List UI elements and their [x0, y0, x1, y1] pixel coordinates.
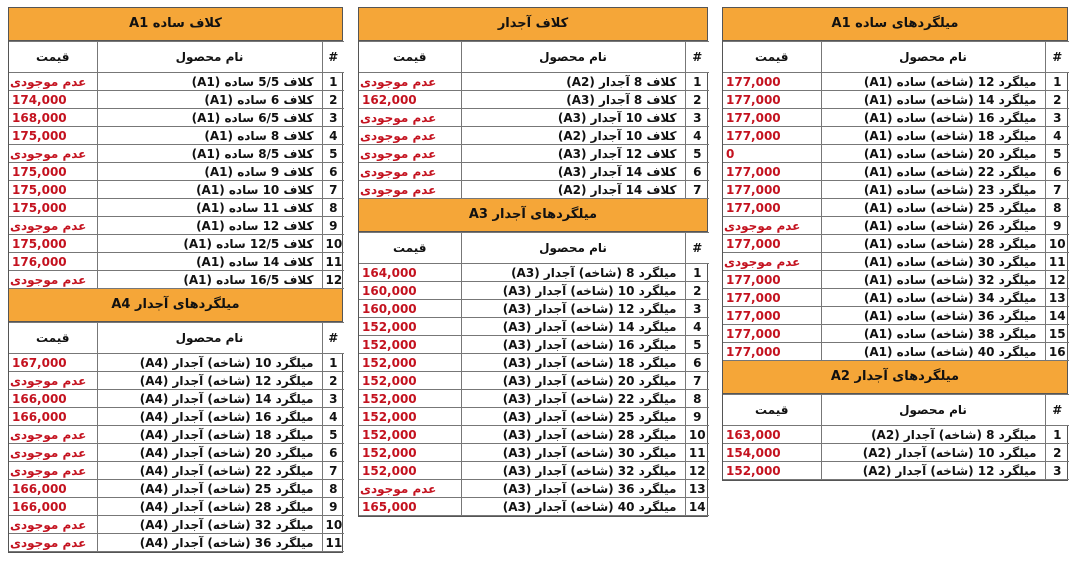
product-name-cell: کلاف 10 آجدار (A3)	[461, 109, 685, 127]
price-cell: عدم موجودی	[359, 109, 461, 127]
product-name-cell: میلگرد 14 (شاخه) ساده (A1)	[821, 91, 1045, 109]
product-name-cell: میلگرد 16 (شاخه) ساده (A1)	[821, 109, 1045, 127]
price-cell: 177,000	[723, 73, 821, 91]
table-row	[9, 534, 344, 552]
row-number-cell: 11	[685, 444, 709, 462]
table-row	[9, 354, 344, 372]
product-name-cell: میلگرد 36 (شاخه) آجدار (A3)	[461, 480, 685, 498]
price-cell: 174,000	[9, 91, 97, 109]
table-row	[723, 289, 1069, 307]
row-number-cell: 16	[1045, 343, 1069, 361]
name-column-header: نام محصول	[821, 42, 1045, 73]
price-cell: 152,000	[359, 318, 461, 336]
table-row	[9, 181, 344, 199]
row-number-cell: 2	[322, 91, 344, 109]
product-name-cell: میلگرد 8 (شاخه) آجدار (A2)	[821, 426, 1045, 444]
row-number-cell: 6	[1045, 163, 1069, 181]
table-row	[359, 163, 709, 181]
row-number-cell: 9	[322, 498, 344, 516]
name-column-header: نام محصول	[821, 395, 1045, 426]
price-cell: عدم موجودی	[9, 462, 97, 480]
product-name-cell: میلگرد 22 (شاخه) آجدار (A4)	[97, 462, 322, 480]
row-number-cell: 9	[1045, 217, 1069, 235]
price-cell: 177,000	[723, 271, 821, 289]
product-name-cell: کلاف 16/5 ساده (A1)	[97, 271, 322, 289]
table-row	[359, 426, 709, 444]
table-row	[359, 336, 709, 354]
product-name-cell: میلگرد 36 (شاخه) ساده (A1)	[821, 307, 1045, 325]
row-number-cell: 5	[322, 426, 344, 444]
row-number-cell: 11	[1045, 253, 1069, 271]
product-name-cell: میلگرد 10 (شاخه) آجدار (A3)	[461, 282, 685, 300]
table-row	[359, 264, 709, 282]
product-name-cell: میلگرد 22 (شاخه) آجدار (A3)	[461, 390, 685, 408]
name-column-header: نام محصول	[97, 42, 322, 73]
table-row	[723, 462, 1069, 480]
row-number-cell: 11	[322, 534, 344, 552]
table-row	[9, 145, 344, 163]
table-row	[9, 235, 344, 253]
column-right	[722, 7, 1068, 481]
table-header-row	[9, 323, 344, 354]
price-cell: 164,000	[359, 264, 461, 282]
row-number-cell: 2	[685, 282, 709, 300]
table-row	[359, 498, 709, 516]
product-name-cell: میلگرد 25 (شاخه) آجدار (A3)	[461, 408, 685, 426]
table-header-row	[359, 42, 709, 73]
section-milgerd-sadeh-a1	[722, 7, 1068, 361]
price-cell: عدم موجودی	[359, 181, 461, 199]
row-number-cell: 6	[322, 163, 344, 181]
price-cell: 152,000	[359, 426, 461, 444]
product-name-cell: کلاف 11 ساده (A1)	[97, 199, 322, 217]
product-name-cell: میلگرد 32 (شاخه) ساده (A1)	[821, 271, 1045, 289]
product-name-cell: کلاف 12 آجدار (A3)	[461, 145, 685, 163]
row-number-cell: 8	[1045, 199, 1069, 217]
row-number-cell: 6	[685, 354, 709, 372]
product-name-cell: میلگرد 23 (شاخه) ساده (A1)	[821, 181, 1045, 199]
product-name-cell: کلاف 9 ساده (A1)	[97, 163, 322, 181]
price-cell: 175,000	[9, 235, 97, 253]
product-name-cell: میلگرد 40 (شاخه) آجدار (A3)	[461, 498, 685, 516]
row-number-cell: 14	[1045, 307, 1069, 325]
row-number-cell: 11	[322, 253, 344, 271]
product-name-cell: کلاف 6 ساده (A1)	[97, 91, 322, 109]
table-row	[359, 145, 709, 163]
row-number-cell: 6	[685, 163, 709, 181]
row-number-cell: 8	[685, 390, 709, 408]
price-cell: 152,000	[359, 462, 461, 480]
row-number-cell: 2	[1045, 444, 1069, 462]
product-name-cell: کلاف 12/5 ساده (A1)	[97, 235, 322, 253]
price-cell: 0	[723, 145, 821, 163]
product-name-cell: میلگرد 34 (شاخه) ساده (A1)	[821, 289, 1045, 307]
number-column-header: #	[685, 42, 709, 73]
row-number-cell: 1	[1045, 73, 1069, 91]
row-number-cell: 1	[1045, 426, 1069, 444]
price-cell: 152,000	[723, 462, 821, 480]
name-column-header: نام محصول	[97, 323, 322, 354]
price-table	[359, 232, 709, 516]
product-name-cell: کلاف 10 آجدار (A2)	[461, 127, 685, 145]
price-column-header: قیمت	[9, 323, 97, 354]
product-name-cell: میلگرد 20 (شاخه) آجدار (A3)	[461, 372, 685, 390]
row-number-cell: 8	[322, 199, 344, 217]
product-name-cell: میلگرد 30 (شاخه) ساده (A1)	[821, 253, 1045, 271]
price-cell: 177,000	[723, 343, 821, 361]
name-column-header: نام محصول	[461, 42, 685, 73]
section-title: کلاف ساده A1	[9, 8, 342, 41]
table-row	[359, 354, 709, 372]
price-column-header: قیمت	[359, 42, 461, 73]
row-number-cell: 10	[322, 235, 344, 253]
price-cell: عدم موجودی	[9, 271, 97, 289]
product-name-cell: میلگرد 32 (شاخه) آجدار (A4)	[97, 516, 322, 534]
product-name-cell: میلگرد 14 (شاخه) آجدار (A4)	[97, 390, 322, 408]
number-column-header: #	[1045, 395, 1069, 426]
row-number-cell: 5	[685, 145, 709, 163]
price-column-header: قیمت	[359, 233, 461, 264]
price-cell: 175,000	[9, 127, 97, 145]
table-row	[359, 444, 709, 462]
section-milgerd-ajdar-a4	[8, 289, 343, 552]
table-row	[359, 480, 709, 498]
section-title: میلگردهای آجدار A2	[723, 361, 1067, 394]
number-column-header: #	[685, 233, 709, 264]
price-table	[359, 41, 709, 199]
price-table	[723, 41, 1069, 361]
row-number-cell: 9	[685, 408, 709, 426]
price-cell: عدم موجودی	[359, 145, 461, 163]
table-row	[723, 109, 1069, 127]
table-row	[723, 199, 1069, 217]
price-cell: 175,000	[9, 181, 97, 199]
price-cell: عدم موجودی	[723, 217, 821, 235]
price-cell: عدم موجودی	[359, 480, 461, 498]
product-name-cell: میلگرد 12 (شاخه) آجدار (A2)	[821, 462, 1045, 480]
table-row	[359, 318, 709, 336]
row-number-cell: 3	[322, 109, 344, 127]
row-number-cell: 8	[322, 480, 344, 498]
price-cell: عدم موجودی	[723, 253, 821, 271]
product-name-cell: کلاف 6/5 ساده (A1)	[97, 109, 322, 127]
number-column-header: #	[322, 323, 344, 354]
product-name-cell: میلگرد 12 (شاخه) آجدار (A4)	[97, 372, 322, 390]
table-row	[359, 109, 709, 127]
table-row	[723, 127, 1069, 145]
product-name-cell: میلگرد 40 (شاخه) ساده (A1)	[821, 343, 1045, 361]
price-cell: عدم موجودی	[9, 426, 97, 444]
product-name-cell: میلگرد 36 (شاخه) آجدار (A4)	[97, 534, 322, 552]
row-number-cell: 2	[1045, 91, 1069, 109]
price-table	[723, 394, 1069, 480]
table-header-row	[723, 395, 1069, 426]
table-row	[9, 390, 344, 408]
table-row	[359, 181, 709, 199]
product-name-cell: میلگرد 18 (شاخه) آجدار (A4)	[97, 426, 322, 444]
price-cell: عدم موجودی	[9, 73, 97, 91]
row-number-cell: 6	[322, 444, 344, 462]
price-cell: عدم موجودی	[9, 372, 97, 390]
price-table	[9, 322, 344, 552]
price-cell: 177,000	[723, 289, 821, 307]
row-number-cell: 4	[1045, 127, 1069, 145]
price-cell: 175,000	[9, 163, 97, 181]
product-name-cell: میلگرد 16 (شاخه) آجدار (A4)	[97, 408, 322, 426]
price-cell: 152,000	[359, 444, 461, 462]
product-name-cell: کلاف 14 آجدار (A3)	[461, 163, 685, 181]
table-row	[723, 271, 1069, 289]
price-cell: 166,000	[9, 480, 97, 498]
price-cell: 177,000	[723, 127, 821, 145]
number-column-header: #	[322, 42, 344, 73]
product-name-cell: کلاف 14 آجدار (A2)	[461, 181, 685, 199]
product-name-cell: میلگرد 12 (شاخه) ساده (A1)	[821, 73, 1045, 91]
row-number-cell: 12	[322, 271, 344, 289]
table-row	[9, 73, 344, 91]
price-table	[9, 41, 344, 289]
product-name-cell: میلگرد 25 (شاخه) آجدار (A4)	[97, 480, 322, 498]
table-row	[9, 480, 344, 498]
row-number-cell: 9	[322, 217, 344, 235]
product-name-cell: میلگرد 12 (شاخه) آجدار (A3)	[461, 300, 685, 318]
product-name-cell: میلگرد 22 (شاخه) ساده (A1)	[821, 163, 1045, 181]
table-row	[359, 462, 709, 480]
section-claf-ajdar	[358, 7, 708, 199]
table-row	[359, 127, 709, 145]
row-number-cell: 7	[1045, 181, 1069, 199]
product-name-cell: کلاف 8 ساده (A1)	[97, 127, 322, 145]
table-row	[723, 235, 1069, 253]
row-number-cell: 1	[322, 354, 344, 372]
product-name-cell: میلگرد 28 (شاخه) آجدار (A4)	[97, 498, 322, 516]
price-cell: 152,000	[359, 336, 461, 354]
table-row	[723, 444, 1069, 462]
row-number-cell: 4	[322, 127, 344, 145]
row-number-cell: 13	[685, 480, 709, 498]
row-number-cell: 10	[1045, 235, 1069, 253]
price-cell: 152,000	[359, 354, 461, 372]
row-number-cell: 7	[685, 372, 709, 390]
price-cell: 160,000	[359, 300, 461, 318]
product-name-cell: میلگرد 14 (شاخه) آجدار (A3)	[461, 318, 685, 336]
table-row	[359, 408, 709, 426]
price-column-header: قیمت	[723, 395, 821, 426]
row-number-cell: 7	[322, 462, 344, 480]
table-row	[359, 282, 709, 300]
column-left	[8, 7, 343, 553]
product-name-cell: میلگرد 16 (شاخه) آجدار (A3)	[461, 336, 685, 354]
price-cell: عدم موجودی	[359, 163, 461, 181]
price-cell: عدم موجودی	[9, 516, 97, 534]
price-cell: 167,000	[9, 354, 97, 372]
row-number-cell: 2	[322, 372, 344, 390]
price-cell: 177,000	[723, 307, 821, 325]
section-title: کلاف آجدار	[359, 8, 707, 41]
product-name-cell: میلگرد 38 (شاخه) ساده (A1)	[821, 325, 1045, 343]
price-cell: عدم موجودی	[9, 444, 97, 462]
product-name-cell: میلگرد 28 (شاخه) آجدار (A3)	[461, 426, 685, 444]
product-name-cell: میلگرد 10 (شاخه) آجدار (A2)	[821, 444, 1045, 462]
table-row	[359, 390, 709, 408]
price-cell: 177,000	[723, 235, 821, 253]
table-row	[9, 426, 344, 444]
table-row	[723, 307, 1069, 325]
table-header-row	[723, 42, 1069, 73]
table-row	[359, 372, 709, 390]
row-number-cell: 5	[685, 336, 709, 354]
section-title: میلگردهای ساده A1	[723, 8, 1067, 41]
table-row	[9, 498, 344, 516]
price-cell: 166,000	[9, 390, 97, 408]
table-row	[9, 408, 344, 426]
product-name-cell: میلگرد 32 (شاخه) آجدار (A3)	[461, 462, 685, 480]
product-name-cell: میلگرد 30 (شاخه) آجدار (A3)	[461, 444, 685, 462]
row-number-cell: 7	[322, 181, 344, 199]
column-middle	[358, 7, 708, 517]
price-cell: عدم موجودی	[359, 127, 461, 145]
product-name-cell: میلگرد 10 (شاخه) آجدار (A4)	[97, 354, 322, 372]
price-cell: 177,000	[723, 163, 821, 181]
table-row	[9, 109, 344, 127]
price-cell: 175,000	[9, 199, 97, 217]
table-row	[9, 217, 344, 235]
table-header-row	[9, 42, 344, 73]
row-number-cell: 3	[1045, 462, 1069, 480]
price-cell: عدم موجودی	[9, 217, 97, 235]
row-number-cell: 5	[1045, 145, 1069, 163]
table-row	[9, 516, 344, 534]
number-column-header: #	[1045, 42, 1069, 73]
row-number-cell: 3	[685, 109, 709, 127]
table-row	[723, 253, 1069, 271]
table-row	[359, 300, 709, 318]
row-number-cell: 1	[685, 73, 709, 91]
price-cell: عدم موجودی	[359, 73, 461, 91]
row-number-cell: 10	[322, 516, 344, 534]
row-number-cell: 4	[322, 408, 344, 426]
row-number-cell: 13	[1045, 289, 1069, 307]
row-number-cell: 4	[685, 127, 709, 145]
price-cell: 166,000	[9, 408, 97, 426]
table-row	[723, 217, 1069, 235]
row-number-cell: 12	[1045, 271, 1069, 289]
product-name-cell: کلاف 5/5 ساده (A1)	[97, 73, 322, 91]
section-milgerd-ajdar-a3	[358, 199, 708, 516]
table-row	[9, 91, 344, 109]
table-row	[359, 91, 709, 109]
table-row	[9, 444, 344, 462]
product-name-cell: کلاف 8 آجدار (A2)	[461, 73, 685, 91]
row-number-cell: 5	[322, 145, 344, 163]
product-name-cell: میلگرد 18 (شاخه) آجدار (A3)	[461, 354, 685, 372]
table-row	[723, 73, 1069, 91]
product-name-cell: کلاف 14 ساده (A1)	[97, 253, 322, 271]
table-row	[723, 325, 1069, 343]
section-milgerd-ajdar-a2	[722, 361, 1068, 480]
price-cell: 176,000	[9, 253, 97, 271]
price-cell: 163,000	[723, 426, 821, 444]
row-number-cell: 2	[685, 91, 709, 109]
table-row	[9, 199, 344, 217]
price-cell: 154,000	[723, 444, 821, 462]
price-cell: عدم موجودی	[9, 145, 97, 163]
name-column-header: نام محصول	[461, 233, 685, 264]
row-number-cell: 10	[685, 426, 709, 444]
row-number-cell: 3	[685, 300, 709, 318]
table-header-row	[359, 233, 709, 264]
price-cell: 177,000	[723, 325, 821, 343]
table-row	[723, 181, 1069, 199]
product-name-cell: کلاف 10 ساده (A1)	[97, 181, 322, 199]
price-cell: 177,000	[723, 199, 821, 217]
table-row	[9, 163, 344, 181]
table-row	[9, 253, 344, 271]
price-cell: 168,000	[9, 109, 97, 127]
table-row	[9, 271, 344, 289]
row-number-cell: 15	[1045, 325, 1069, 343]
section-title: میلگردهای آجدار A3	[359, 199, 707, 232]
row-number-cell: 14	[685, 498, 709, 516]
price-cell: 152,000	[359, 390, 461, 408]
product-name-cell: میلگرد 8 (شاخه) آجدار (A3)	[461, 264, 685, 282]
table-row	[723, 91, 1069, 109]
price-cell: 152,000	[359, 408, 461, 426]
table-row	[723, 343, 1069, 361]
product-name-cell: میلگرد 26 (شاخه) ساده (A1)	[821, 217, 1045, 235]
product-name-cell: میلگرد 18 (شاخه) ساده (A1)	[821, 127, 1045, 145]
product-name-cell: میلگرد 25 (شاخه) ساده (A1)	[821, 199, 1045, 217]
table-row	[9, 462, 344, 480]
row-number-cell: 7	[685, 181, 709, 199]
price-cell: 177,000	[723, 181, 821, 199]
product-name-cell: کلاف 8/5 ساده (A1)	[97, 145, 322, 163]
section-claf-sadeh	[8, 7, 343, 289]
price-cell: 160,000	[359, 282, 461, 300]
section-title: میلگردهای آجدار A4	[9, 289, 342, 322]
row-number-cell: 3	[1045, 109, 1069, 127]
price-cell: عدم موجودی	[9, 534, 97, 552]
row-number-cell: 4	[685, 318, 709, 336]
price-cell: 177,000	[723, 91, 821, 109]
table-row	[359, 73, 709, 91]
table-row	[723, 145, 1069, 163]
row-number-cell: 1	[685, 264, 709, 282]
product-name-cell: میلگرد 20 (شاخه) آجدار (A4)	[97, 444, 322, 462]
product-name-cell: میلگرد 28 (شاخه) ساده (A1)	[821, 235, 1045, 253]
product-name-cell: میلگرد 20 (شاخه) ساده (A1)	[821, 145, 1045, 163]
price-column-header: قیمت	[9, 42, 97, 73]
table-row	[9, 127, 344, 145]
product-name-cell: کلاف 12 ساده (A1)	[97, 217, 322, 235]
row-number-cell: 1	[322, 73, 344, 91]
price-cell: 165,000	[359, 498, 461, 516]
price-cell: 166,000	[9, 498, 97, 516]
table-row	[723, 426, 1069, 444]
price-column-header: قیمت	[723, 42, 821, 73]
price-cell: 162,000	[359, 91, 461, 109]
table-row	[9, 372, 344, 390]
row-number-cell: 12	[685, 462, 709, 480]
price-cell: 152,000	[359, 372, 461, 390]
row-number-cell: 3	[322, 390, 344, 408]
price-cell: 177,000	[723, 109, 821, 127]
table-row	[723, 163, 1069, 181]
product-name-cell: کلاف 8 آجدار (A3)	[461, 91, 685, 109]
